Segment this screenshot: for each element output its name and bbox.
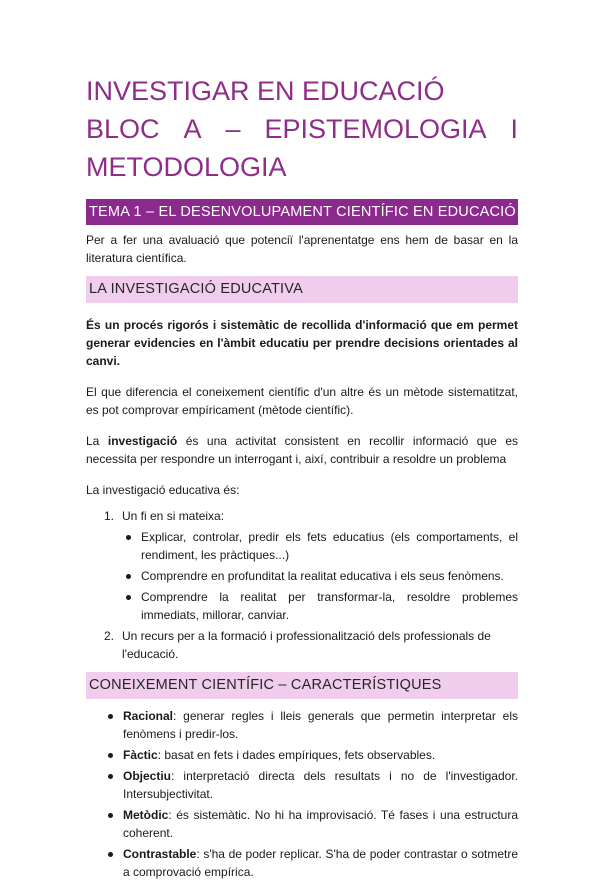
- title-word: I: [510, 114, 518, 144]
- title-line-2: [86, 110, 518, 148]
- document-title: [86, 72, 518, 186]
- list-item-text: Un fi en si mateixa:: [122, 509, 225, 523]
- bullet-item: Metòdic: és sistemàtic. No hi ha improvisació. Té fases i una estructura coherent.: [104, 806, 518, 842]
- bullet-list: [122, 528, 518, 624]
- bold-term: Contrastable: [123, 847, 197, 861]
- investigacio-paragraph: La investigació educativa és:: [86, 483, 240, 497]
- investigacio-paragraph: El que diferencia el coneixement científic d'un altre és un mètode sistematitzat, es pot comprovar empíricament (mètode científic).: [86, 385, 518, 417]
- investigacio-definition: És un procés rigorós i sistemàtic de recollida d'informació que em permet generar evidencies en l'àmbit educatiu per prendre decisions orientades al canvi.: [86, 318, 518, 368]
- title-word: BLOC: [86, 114, 160, 144]
- list-item: [86, 507, 518, 624]
- bold-term: Metòdic: [123, 808, 169, 822]
- investigacio-paragraph: La investigació és una activitat consistent en recollir informació que es necessita per respondre un interrogant i, així, contribuir a resoldre un problema: [86, 434, 518, 466]
- numbered-list: [86, 507, 518, 663]
- title-line-1: INVESTIGAR EN EDUCACIÓ: [86, 76, 445, 106]
- bullet-item: Comprendre en profunditat la realitat educativa i els seus fenòmens.: [122, 567, 518, 585]
- bullet-item: Objectiu: interpretació directa dels resultats i no de l'investigador. Intersubjectivitat.: [104, 767, 518, 803]
- title-word: A: [183, 114, 202, 144]
- characteristics-list: [86, 707, 518, 881]
- bullet-item: Fàctic: basat en fets i dades empíriques, fets observables.: [104, 746, 518, 764]
- document-content: [86, 72, 518, 884]
- bold-term: Objectiu: [123, 769, 172, 783]
- title-word: EPISTEMOLOGIA: [264, 114, 487, 144]
- bold-term: investigació: [107, 434, 178, 448]
- bold-term: Fàctic: [123, 748, 158, 762]
- list-item: [86, 627, 518, 663]
- investigacio-heading: LA INVESTIGACIÓ EDUCATIVA: [86, 276, 518, 303]
- bold-term: Racional: [123, 709, 174, 723]
- bullet-item: Comprendre la realitat per transformar-la, resoldre problemes immediats, millorar, canviar.: [122, 588, 518, 624]
- list-item-text: Un recurs per a la formació i professionalització dels professionals de l'educació.: [122, 629, 491, 661]
- tema-heading: TEMA 1 – EL DESENVOLUPAMENT CIENTÍFIC EN EDUCACIÓ: [86, 199, 518, 225]
- bullet-item: Contrastable: s'ha de poder replicar. S'ha de poder contrastar o sotmetre a comprovació empírica.: [104, 845, 518, 881]
- title-word: –: [225, 114, 241, 144]
- bullet-item: Explicar, controlar, predir els fets educatius (els comportaments, el rendiment, les pràctiques...): [122, 528, 518, 564]
- list-number: 1.: [104, 509, 115, 523]
- list-number: 2.: [104, 629, 115, 643]
- tema-intro: Per a fer una avaluació que potenciï l'aprenentatge ens hem de basar en la literatura científica.: [86, 233, 518, 265]
- bullet-item: Racional: generar regles i lleis generals que permetin interpretar els fenòmens i predir-los.: [104, 707, 518, 743]
- coneixement-heading: CONEIXEMENT CIENTÍFIC – CARACTERÍSTIQUES: [86, 672, 518, 699]
- title-line-3: METODOLOGIA: [86, 152, 287, 182]
